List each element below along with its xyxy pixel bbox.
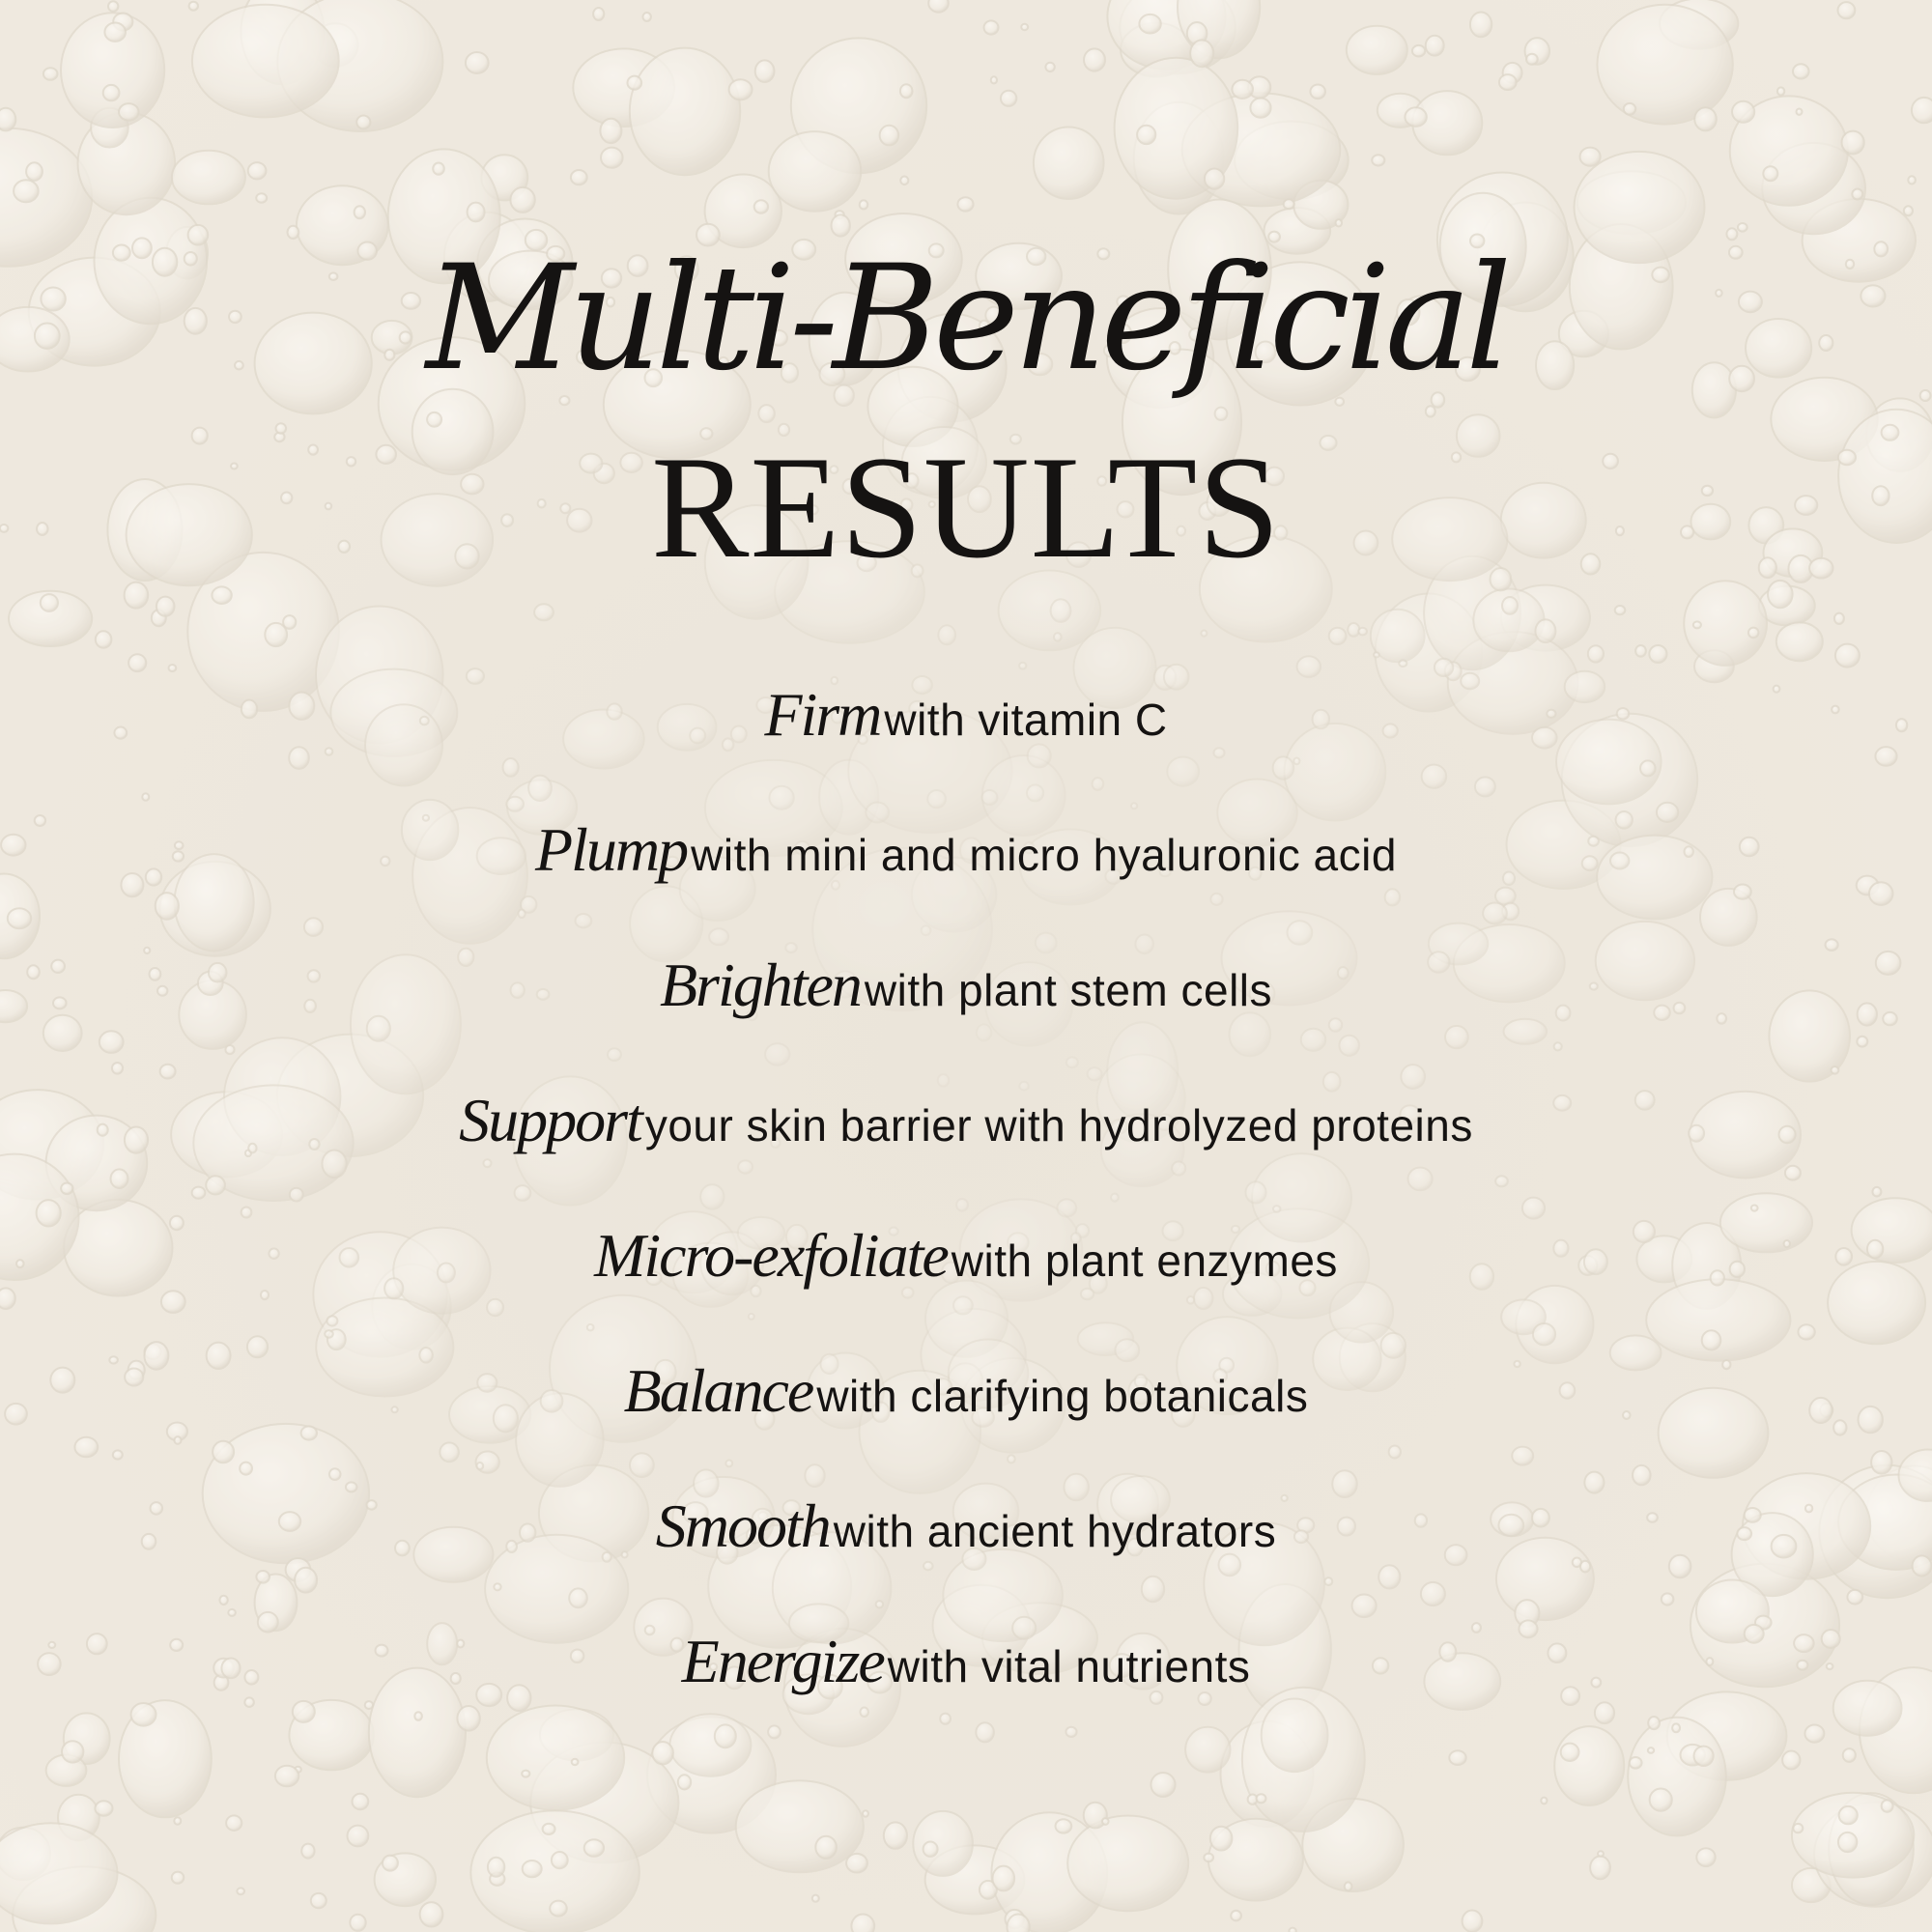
benefit-energize xyxy=(0,1623,1932,1758)
benefit-text: with plant enzymes xyxy=(951,1236,1338,1286)
benefit-text: your skin barrier with hydrolyzed proteins xyxy=(644,1100,1473,1151)
benefit-text: with ancient hydrators xyxy=(833,1506,1277,1556)
benefit-verb: Support xyxy=(459,1086,641,1154)
benefits-list xyxy=(0,676,1932,1758)
benefit-verb: Micro-exfoliate xyxy=(594,1221,948,1290)
benefit-verb: Firm xyxy=(764,680,881,749)
benefit-verb: Plump xyxy=(535,815,688,884)
benefit-balance xyxy=(0,1352,1932,1488)
benefit-brighten xyxy=(0,947,1932,1082)
benefit-text: with vital nutrients xyxy=(887,1641,1251,1691)
benefit-text: with mini and micro hyaluronic acid xyxy=(691,830,1397,880)
benefit-verb: Energize xyxy=(681,1627,884,1695)
benefit-text: with clarifying botanicals xyxy=(816,1371,1309,1421)
benefit-support xyxy=(0,1082,1932,1217)
benefit-text: with plant stem cells xyxy=(864,965,1273,1015)
benefit-smooth xyxy=(0,1488,1932,1623)
benefit-verb: Brighten xyxy=(659,951,861,1019)
benefit-micro-exfoliate xyxy=(0,1217,1932,1352)
benefit-firm xyxy=(0,676,1932,811)
heading-script: Multi-Beneficial xyxy=(425,235,1507,403)
heading-caps: RESULTS xyxy=(651,426,1281,588)
benefit-verb: Balance xyxy=(623,1356,813,1425)
benefit-verb: Smooth xyxy=(655,1492,830,1560)
benefit-plump xyxy=(0,811,1932,947)
benefit-text: with vitamin C xyxy=(884,695,1168,745)
